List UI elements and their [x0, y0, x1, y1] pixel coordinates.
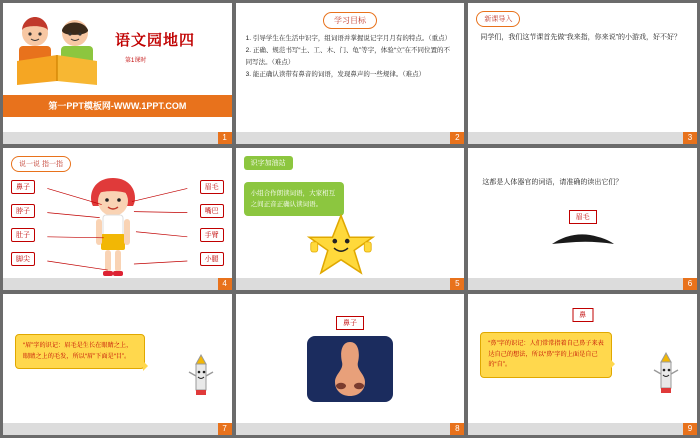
section-header-literacy-station: 识字加油站	[244, 156, 293, 170]
word-card-bi[interactable]: 鼻	[572, 308, 593, 322]
eyebrow-image	[550, 232, 616, 248]
slide-footer	[3, 278, 232, 290]
slide-footer	[468, 278, 697, 290]
slide-5[interactable]	[236, 148, 465, 289]
slide-2[interactable]	[236, 3, 465, 144]
label-leg[interactable]: 小腿	[200, 252, 224, 266]
nose-illustration	[307, 336, 393, 402]
word-card-eyebrow[interactable]: 眉毛	[569, 210, 597, 224]
slide-number: 3	[683, 132, 697, 144]
slide-footer	[3, 132, 232, 144]
slide-number: 9	[683, 423, 697, 435]
page-subtitle: 第1课时	[125, 58, 147, 64]
label-nose[interactable]: 鼻子	[11, 180, 35, 194]
slide-footer	[3, 423, 232, 435]
slide-footer	[236, 423, 465, 435]
site-banner	[3, 95, 232, 117]
slide-6[interactable]	[468, 148, 697, 289]
slide-number: 7	[218, 423, 232, 435]
objective-item: 1. 引导学生在生活中识字，组词语并掌握说记字月月有的特点。（重点）	[245, 35, 452, 42]
explanation-bubble-eyebrow: “眉”字的识记：眉毛是生长在眼睛之上，眼睛之上的毛发，所以“眉”下面是“目”。	[15, 334, 145, 370]
slide-footer	[468, 132, 697, 144]
slide-footer	[236, 132, 465, 144]
intro-text: 同学们，我们这节课首先做“我来指，你来说”的小游戏，好不好？	[480, 34, 681, 41]
slide-footer	[236, 278, 465, 290]
objective-item: 3. 能正确认读带有鼻音的词语，发现鼻声的一些规律。（难点）	[245, 71, 426, 79]
slide-number: 6	[683, 278, 697, 290]
smiling-star-icon	[296, 214, 386, 276]
objective-item: 2. 正确、规范书写“土、工、木、门、龟”等字，体验“立”在不同位置的不同写法。（难点）	[245, 47, 451, 67]
slide-footer	[468, 423, 697, 435]
label-neck[interactable]: 脖子	[11, 204, 35, 218]
slide-7[interactable]	[3, 294, 232, 435]
slide-number: 5	[450, 278, 464, 290]
objectives-list	[246, 33, 455, 81]
label-belly[interactable]: 肚子	[11, 228, 35, 242]
site-banner-label: 第一PPT模板网-WWW.1PPT.COM	[48, 101, 187, 111]
label-mouth[interactable]: 嘴巴	[200, 204, 224, 218]
kids-reading-illustration	[9, 11, 105, 87]
slide-4[interactable]	[3, 148, 232, 289]
slide-3[interactable]	[468, 3, 697, 144]
slide-1[interactable]	[3, 3, 232, 144]
section-header-intro: 新课导入	[476, 11, 520, 27]
page-title: 语文园地四	[115, 32, 196, 49]
label-leader-lines	[3, 148, 232, 289]
instruction-callout: 小组合作朗读词语，大家相互之间正音正确认读词语。	[244, 182, 344, 216]
slide-number: 8	[450, 423, 464, 435]
label-eyebrow[interactable]: 眉毛	[200, 180, 224, 194]
label-toe[interactable]: 脚尖	[11, 252, 35, 266]
slide-number: 1	[218, 132, 232, 144]
question-text: 这都是人体器官的词语，请准确的读出它们？	[482, 179, 623, 187]
pencil-character-icon	[653, 352, 679, 396]
pencil-character-icon	[188, 354, 214, 398]
slide-number: 2	[450, 132, 464, 144]
section-header-say-point: 说一说 指一指	[11, 156, 71, 172]
explanation-bubble-nose: “鼻”字的识记：人们常常指着自己鼻子来表达自己的想法，所以“鼻”字的上面是自己的“自”。	[480, 332, 612, 379]
slide-number: 4	[218, 278, 232, 290]
slide-9[interactable]	[468, 294, 697, 435]
word-card-nose[interactable]: 鼻子	[336, 316, 364, 330]
slide-8[interactable]	[236, 294, 465, 435]
nose-image-frame	[307, 336, 393, 402]
label-arm[interactable]: 手臂	[200, 228, 224, 242]
section-header-objectives: 学习目标	[323, 12, 377, 29]
